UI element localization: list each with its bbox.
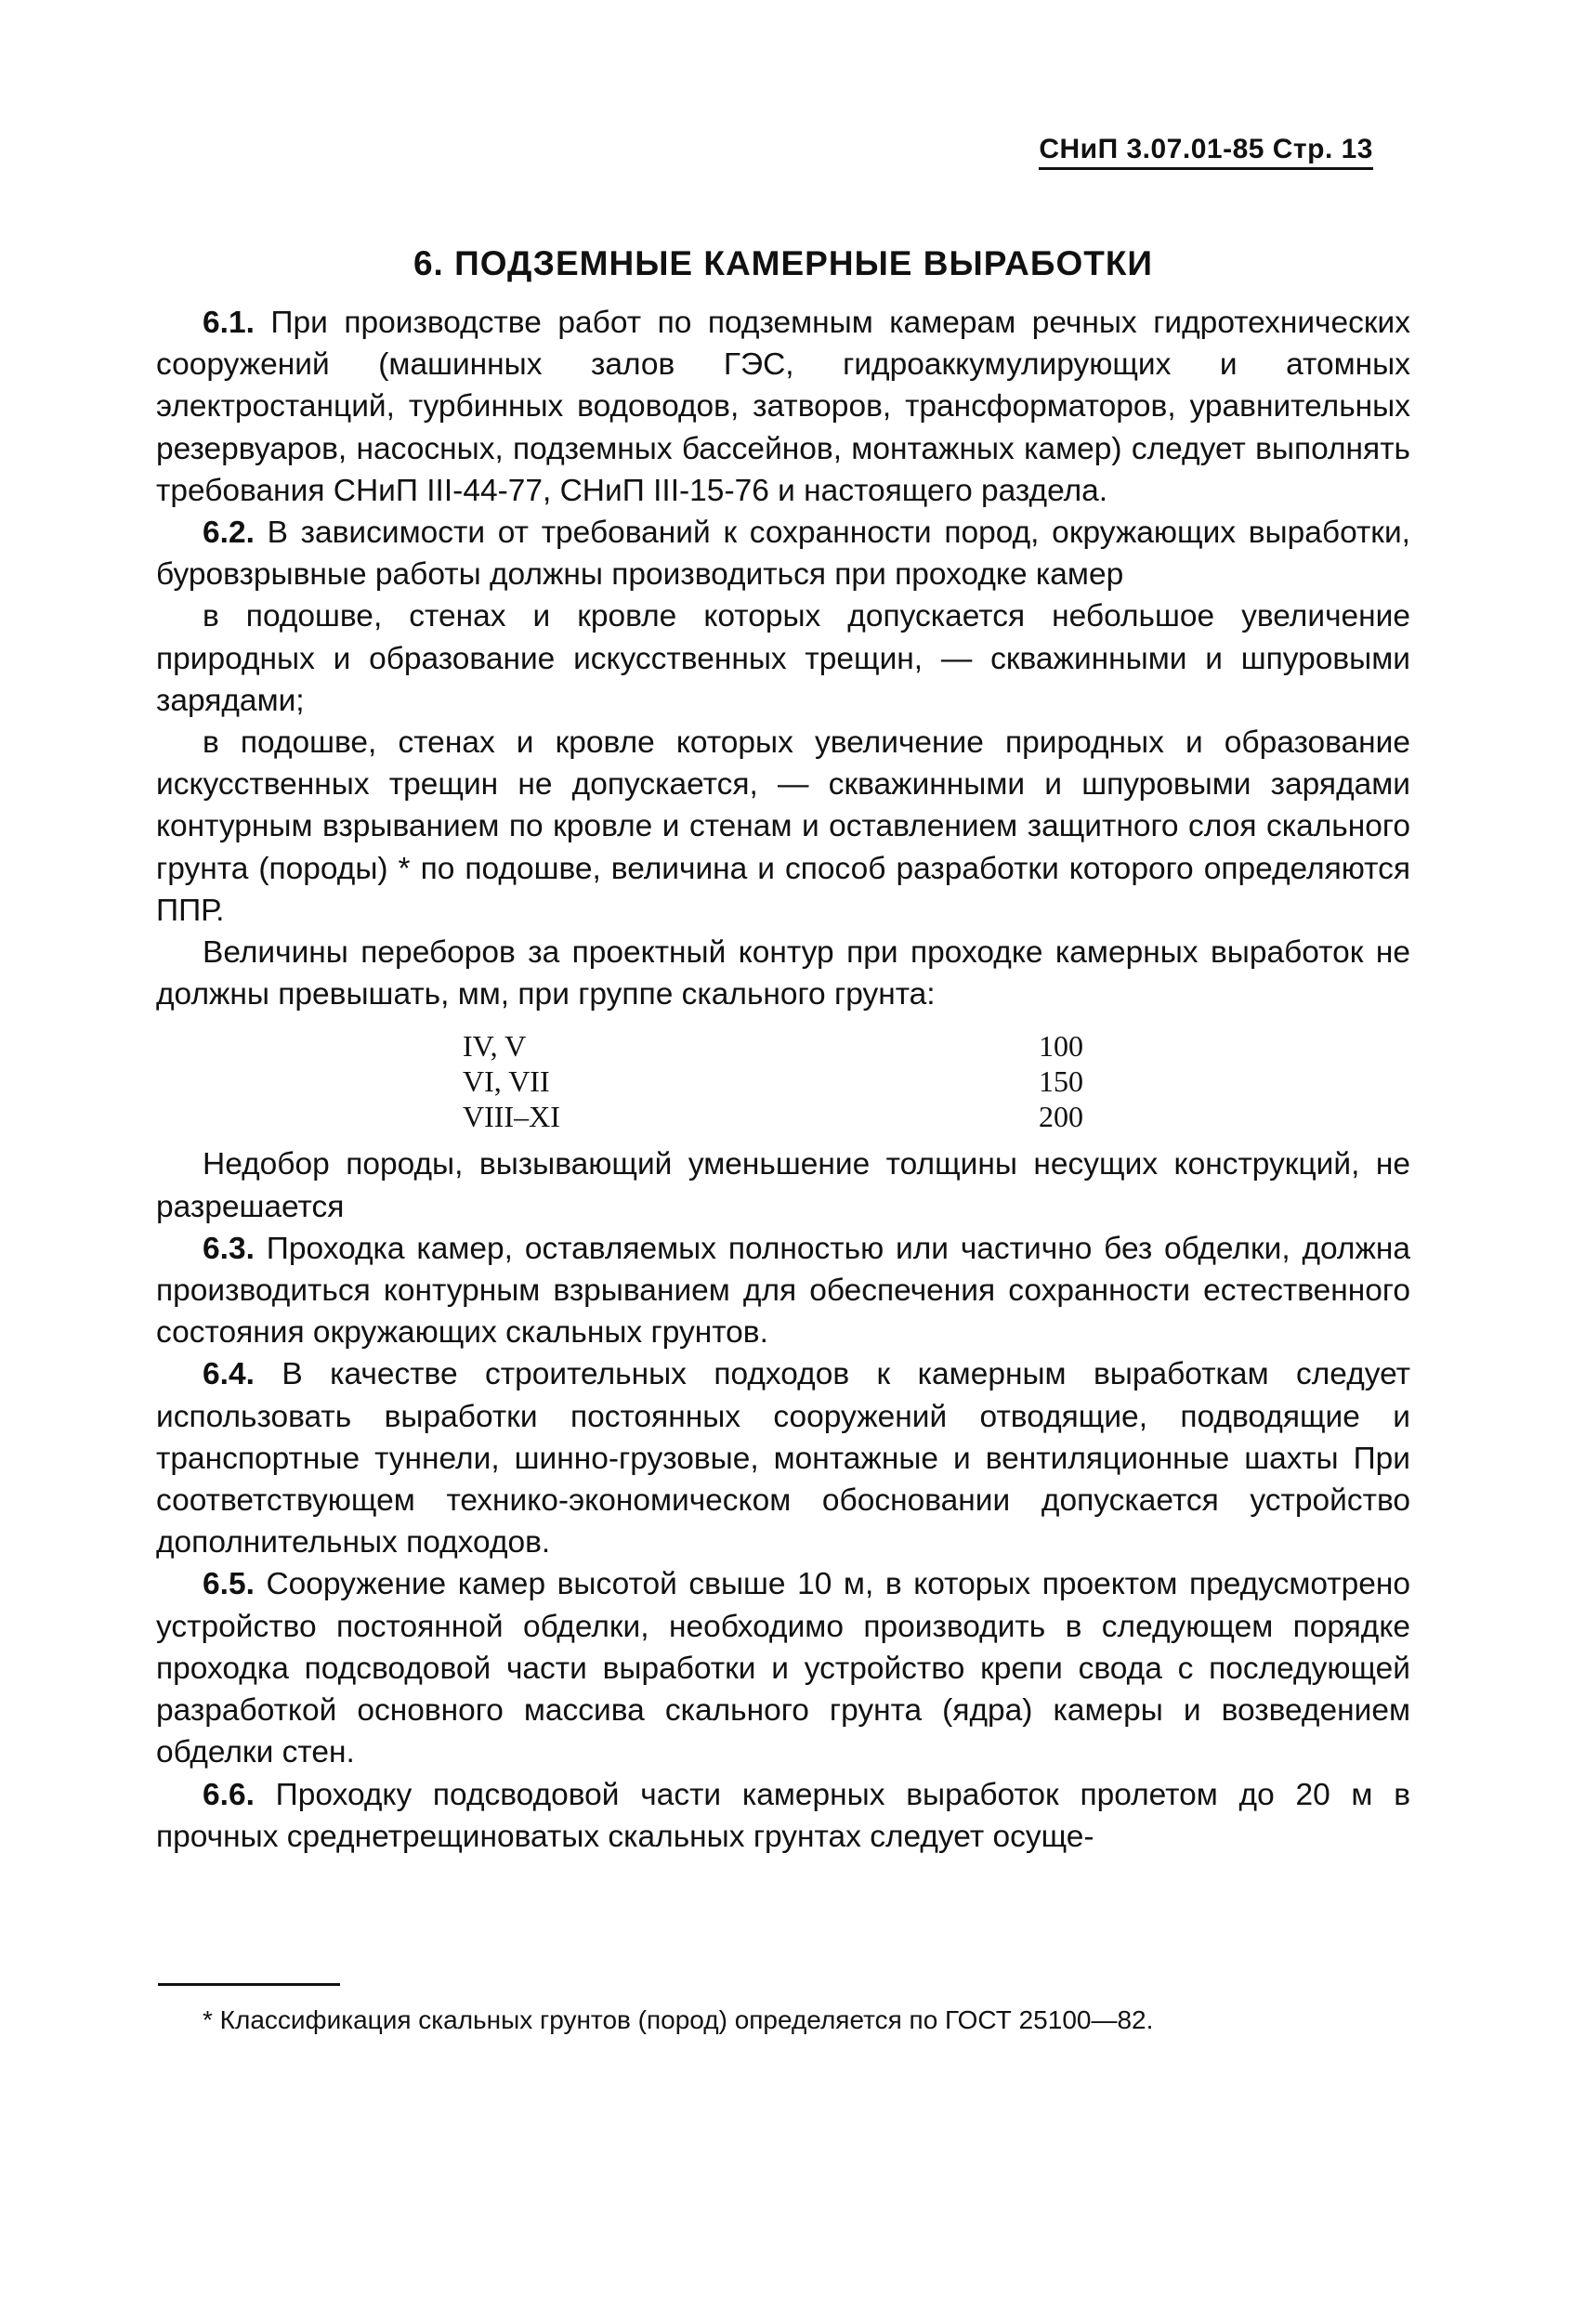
underbreak-rule: Недобор породы, вызывающий уменьшение толщины несущих конструкций, не разрешается	[156, 1147, 1410, 1224]
clause-6-2	[156, 512, 1410, 595]
overbreak-value-cell: 150	[1039, 1064, 1083, 1099]
section-title: 6. ПОДЗЕМНЫЕ КАМЕРНЫЕ ВЫРАБОТКИ	[413, 244, 1154, 282]
clause-text: При производстве работ по подземным камерам речных гидротехнических сооружений (машинных залов ГЭС, гидроаккумулирующих и атомных электростанций, турбинных водоводов, затворов, трансформаторов, уравнительных резервуаров, насосных, подземных бассейнов, монтажных камер) следует выполнять требования СНиП III-44-77, СНиП III-15-76 и настоящего раздела.	[156, 306, 1410, 508]
footnote: * Классификация скальных грунтов (пород) определяется по ГОСТ 25100—82.	[203, 2005, 1154, 2034]
clause-6-2-item-2: в подошве, стенах и кровле которых увеличение природных и образование искусственных трещин не допускается, — скважинными и шпуровыми зарядами контурным взрыванием по кровле и стенам и оставлением защитного слоя скального грунта (породы) * по подошве, величина и способ разработки которого определяются ППР.	[156, 725, 1410, 928]
table-row	[463, 1099, 1150, 1134]
rock-group-cell: VIII–XI	[463, 1100, 560, 1134]
overbreak-table	[463, 1028, 1150, 1134]
clause-6-4	[156, 1353, 1410, 1563]
rock-group-cell: IV, V	[463, 1029, 527, 1064]
clause-6-2-item-1: в подошве, стенах и кровле которых допускается небольшое увеличение природных и образование искусственных трещин, — скважинными и шпуровыми зарядами;	[156, 599, 1410, 718]
table-row	[463, 1064, 1150, 1099]
clause-number: 6.1.	[203, 306, 255, 340]
clause-number: 6.6.	[203, 1777, 255, 1812]
overbreak-intro: Величины переборов за проектный контур при проходке камерных выработок не должны превышать, мм, при группе скального грунта:	[156, 935, 1410, 1012]
clause-number: 6.2.	[203, 516, 255, 551]
clause-text: Проходка камер, оставляемых полностью или частично без обделки, должна производиться контурным взрыванием для обеспечения сохранности естественного состояния окружающих скальных грунтов.	[156, 1231, 1411, 1351]
clause-text: Проходку подсводовой части камерных выработок пролетом до 20 м в прочных среднетрещиноватых скальных грунтах следует осуще-	[156, 1777, 1410, 1854]
overbreak-value-cell: 200	[1039, 1100, 1083, 1134]
table-row	[463, 1028, 1150, 1064]
overbreak-value-cell: 100	[1039, 1029, 1083, 1064]
clause-6-1	[156, 302, 1410, 512]
clause-text: В качестве строительных подходов к камерным выработкам следует использовать выработки постоянных сооружений отводящие, подводящие и транспортные туннели, шинно-грузовые, монтажные и вентиляционные шахты При соответствующем технико-экономическом обосновании допускается устройство дополнительных подходов.	[156, 1357, 1410, 1560]
clause-text: В зависимости от требований к сохранности пород, окружающих выработки, буровзрывные работы должны производиться при проходке камер	[156, 516, 1410, 593]
clause-6-6	[156, 1774, 1410, 1858]
running-header: СНиП 3.07.01-85 Стр. 13	[1039, 134, 1373, 170]
section-body	[156, 302, 1410, 1858]
clause-number: 6.3.	[203, 1231, 255, 1266]
footnote-divider	[158, 1983, 340, 1986]
clause-text: Сооружение камер высотой свыше 10 м, в которых проектом предусмотрено устройство постоянной обделки, необходимо производить в следующем порядке проходка подсводовой части выработки и устройство крепи свода с последующей разработкой основного массива скального грунта (ядра) камеры и возведением обделки стен.	[156, 1567, 1410, 1770]
clause-number: 6.4.	[203, 1357, 255, 1392]
clause-number: 6.5.	[203, 1567, 255, 1602]
clause-6-5	[156, 1563, 1410, 1773]
rock-group-cell: VI, VII	[463, 1064, 550, 1099]
clause-6-3	[156, 1228, 1410, 1354]
